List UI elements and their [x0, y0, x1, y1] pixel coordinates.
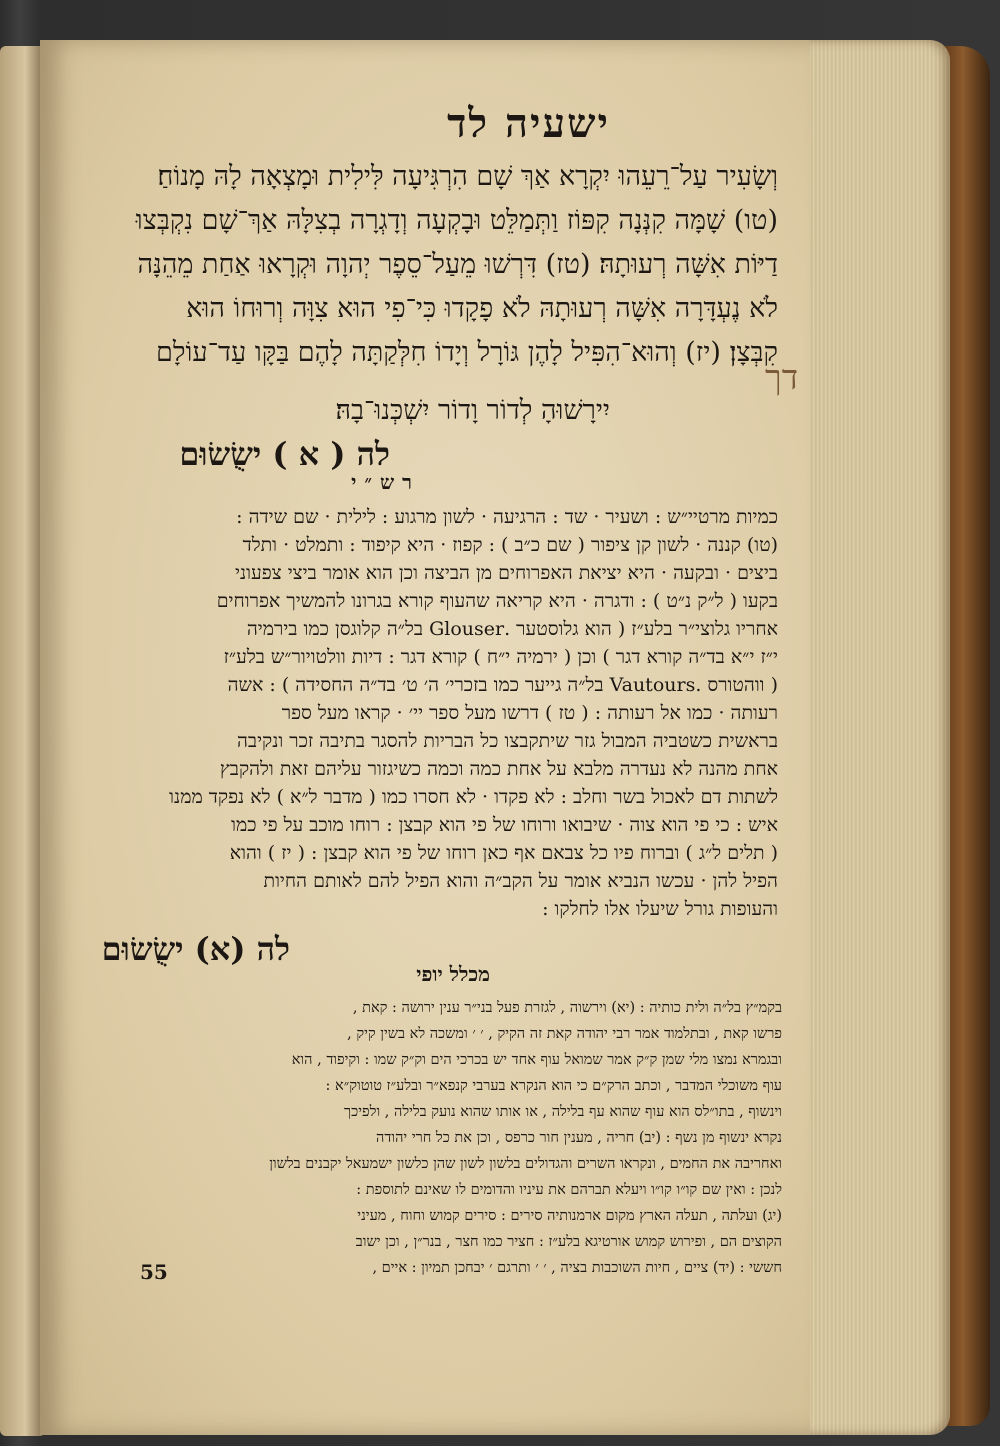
- verse-line: וְשָׂעִיר עַל־רֵעֵהוּ יִקְרָא אַךְ שָׁם הִרְגִּיעָה לִּילִית וּמָצְאָה לָהּ מָנוֹחַ׃: [157, 161, 778, 192]
- mikhlal-chapter-heading: לה (א) ישֻׂשׂוּם: [101, 930, 290, 968]
- mikhlal-yofi-title: מכלל יופי: [416, 962, 490, 986]
- commentary-line: רעותה · כמו אל רעותה : ( טז ) דרשו מעל ספר יי׳ · קראו מעל ספר: [281, 702, 778, 724]
- commentary-line: עוף משוכלי המדבר , וכתב הרק״ם כי הוא הנקרא בערבי קנפא״ר ובלע״ז טוטוק״א :: [325, 1078, 782, 1094]
- verse-line: לֹא נֶעְדָּרָה אִשָּׁה רְעוּתָהּ לֹא פָקָדוּ כִּי־פִי הוּא צִוָּה וְרוּחוֹ הוּא: [186, 293, 778, 324]
- verse-line: דַיּוֹת אִשָּׁה רְעוּתָהּ׃ (טז) דִּרְשׁוּ מֵעַל־סֵפֶר יְהוָה וּקְרָאוּ אַחַת מֵהֵנָּה: [137, 249, 778, 280]
- verse-line: (טו) שָׁמָּה קִנְּנָה קִפּוֹז וַתְּמַלֵּט וּבָקְעָה וְדָגְרָה בְצִלָּהּ אַךְ־שָׁם נִקְבְּצוּ: [135, 205, 778, 236]
- verse-line-final: יִירָשׁוּהָ לְדוֹר וָדוֹר יִשְׁכְּנוּ־בָהּ׃: [335, 395, 610, 426]
- commentary-line: חששי : (יד) ציים , חיות השוכבות בציה , ׳ ׳ ותרגם ׳ יבחכן תמיון : איים ,: [372, 1260, 782, 1276]
- signature-mark: 55: [140, 1260, 168, 1284]
- rashi-title: רש״י: [351, 470, 420, 494]
- commentary-line: בקעו ( ל״ק נ״ט ) : ודגרה · היא קריאה שהעוף קורא בגרונו להמשיך אפרוחים: [216, 590, 778, 612]
- margin-mark: דך: [765, 358, 799, 398]
- rashi-commentary: [48, 503, 778, 923]
- book-page: [40, 40, 810, 1435]
- commentary-line: איש : כי פי הוא צוה · שיבואו ורוחו של פי הוא קבצן : רוחו מוכב על פי כמו: [231, 814, 778, 836]
- commentary-line: לנכן : ואין שם קו״ו קו״ו ויעלא תברהם את עיניו והדומים לו שאינם לתוספת :: [356, 1182, 782, 1198]
- next-chapter-catchword: לה ( א ) ישֻׂשׂוּם: [179, 435, 390, 473]
- commentary-line: (טו) קננה · לשון קן ציפור ( שם כ״ב ) : קפוז · היא קיפוד : ותמלט · ותלד: [242, 534, 778, 556]
- commentary-line: אחריו גלוצי״ר בלע״ז ( הוא גלוסטער .Glouser בל״ה קלוגסן כמו בירמיה: [246, 618, 778, 640]
- commentary-line: (יג) ועלתה , תעלה הארץ מקום ארמנותיה סירים : סירים קמוש וחוח , מעיני: [357, 1208, 782, 1224]
- commentary-line: ( ווהטורס .Vautours בל״ה גייער כמו בזכרי׳ ה׳ ט׳ בד״ה החסידה ) : אשה: [227, 674, 778, 696]
- commentary-line: ובגמרא נמצו מלי שמן ק״ק אמר שמואל עוף אחד יש בכרכי הים וק״ק שמו : וקיפוד , הוא: [291, 1052, 782, 1068]
- left-page-edge: [0, 46, 42, 1436]
- commentary-line: לשתות דם לאכול בשר וחלב : לא פקדו · לא חסרו כמו ( מדבר ל״א ) לא נפקד ממנו: [169, 786, 778, 808]
- commentary-line: י״ז י״א בד״ה קורא דגר ) וכן ( ירמיה י״ח ) קורא דגר : דיות וולטויור״ש בלע״ז: [223, 646, 778, 668]
- scripture-verses: [60, 155, 778, 375]
- commentary-line: אחת מהנה לא נעדרה מלבא על אחת כמה וכמה כשיגזור עליהם זאת ולהקבץ: [219, 758, 778, 780]
- running-head: ישעיה לד: [447, 100, 610, 147]
- commentary-line: ( תלים ל״ג ) וברוח פיו כל צבאם אף כאן רוחו של פי הוא קבצן : ( יז ) והוא: [229, 842, 778, 864]
- commentary-line: הפיל להן · עכשו הנביא אומר על הקב״ה והוא הפיל להם לאותם החיות: [263, 870, 778, 892]
- page-stack: [790, 40, 950, 1435]
- commentary-line: ואחריבה את החמים , ונקראו השרים והגדולים בלשון לשון שהן כלשון ישמעאל יקבנים בלשון: [269, 1156, 782, 1172]
- commentary-line: וינשוף , בתו״לס הוא עוף שהוא עף בלילה , או אותו שהוא נועק בלילה , ולפיכך: [344, 1104, 782, 1120]
- verse-line: קִבְּצָן׃ (יז) וְהוּא־הִפִּיל לָהֶן גּוֹרָל וְיָדוֹ חִלְּקַתָּה לָהֶם בַּקָּו עַד־עוֹלָם: [155, 337, 778, 368]
- commentary-line: והעופות גורל שיעלו אלו לחלקו :: [542, 898, 778, 920]
- commentary-line: בקמ״ץ בל״ה ולית כותיה : (יא) וירשוה , לגזרת פעל בני״ר ענין ירושה : קאת ,: [352, 1000, 782, 1016]
- mikhlal-yofi-commentary: [42, 995, 782, 1281]
- commentary-line: ביצים · ובקעה · היא יציאת האפרוחים מן הביצה וכן הוא אומר ביצי צפעוני: [234, 562, 778, 584]
- commentary-line: פרשו קאת , ובתלמוד אמר רבי יהודה קאת זה הקיק , ׳ ׳ ומשכה לא בשין קיק ,: [347, 1026, 782, 1042]
- commentary-line: נקרא ינשוף מן נשף : (יב) חריה , מענין חור כרפס , וכן את כל חרי יהודה: [376, 1130, 782, 1146]
- commentary-line: כמיות מרטיי״ש : ושעיר · שד : הרגיעה · לשון מרגוע : לילית · שם שידה :: [236, 506, 778, 528]
- commentary-line: הקוצים הם , ופירוש קמוש אורטיגא בלע״ז : חציר כמו חצר , בנר״ן , וכן ישוב: [355, 1234, 782, 1250]
- commentary-line: בראשית כשטביה המבול גזר שיתקבצו כל הבריות להסגר בתיבה זכר ונקיבה: [236, 730, 778, 752]
